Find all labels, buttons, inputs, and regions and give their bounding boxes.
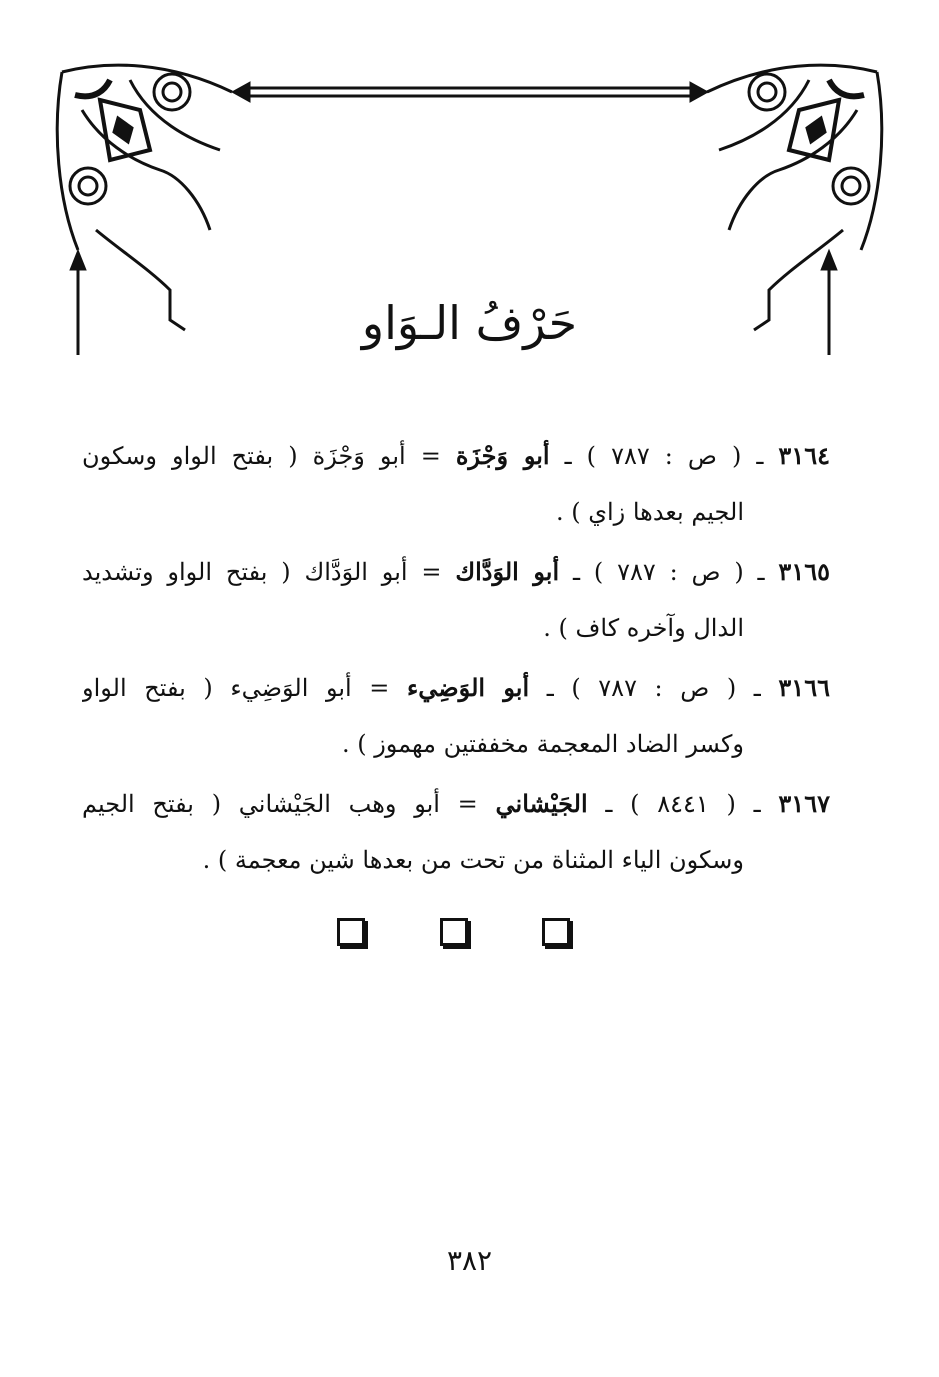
- page-number: ٣٨٢: [446, 1244, 493, 1277]
- entry-reference: ـ ( ص : ٧٨٧ ) ـ: [564, 442, 764, 470]
- entry-number: ٣١٦٧: [778, 789, 830, 818]
- top-rule: [232, 82, 708, 102]
- entry-number: ٣١٦٦: [778, 673, 830, 702]
- section-divider: [0, 918, 939, 952]
- square-ornament-icon: [440, 918, 468, 946]
- entry-number: ٣١٦٥: [778, 557, 830, 586]
- entry-continuation: وكسر الضاد المعجمة مخففتين مهموز ) .: [341, 730, 744, 758]
- entries-list: [82, 428, 830, 892]
- entry-first-line: [82, 660, 830, 716]
- entry-continuation: وسكون الياء المثناة من تحت من بعدها شين معجمة ) .: [202, 846, 744, 874]
- entry-headword: أبو الوَدَّاك: [455, 557, 560, 586]
- entry: [82, 776, 830, 888]
- entry-headword: أبو الوَضِيء: [407, 673, 530, 702]
- entry-definition: = أبو وَجْزَة ( بفتح الواو وسكون: [82, 442, 441, 470]
- entry-number: ٣١٦٤: [778, 441, 830, 470]
- corner-ornament-left: [57, 65, 232, 330]
- entry: [82, 544, 830, 656]
- entry-continuation: الدال وآخره كاف ) .: [543, 614, 744, 642]
- square-ornament-icon: [337, 918, 365, 946]
- entry-reference: ـ ( ص : ٧٨٧ ) ـ: [573, 558, 765, 586]
- entry: [82, 428, 830, 540]
- square-ornament-icon: [542, 918, 570, 946]
- entry: [82, 660, 830, 772]
- entry-headword: الجَيْشاني: [495, 789, 588, 818]
- chapter-title: حَرْفُ الـوَاو: [361, 296, 578, 350]
- entry-definition: = أبو الوَدَّاك ( بفتح الواو وتشديد: [82, 558, 442, 586]
- entry-definition: = أبو الوَضِيء ( بفتح الواو: [82, 674, 390, 702]
- entry-continuation: الجيم بعدها زاي ) .: [555, 498, 744, 526]
- entry-reference: ـ ( ص : ٧٨٧ ) ـ: [546, 674, 761, 702]
- corner-ornament-right: [707, 65, 882, 330]
- entry-headword: أبو وَجْزَة: [455, 441, 550, 470]
- entry-first-line: [82, 544, 830, 600]
- entry-definition: = أبو وهب الجَيْشاني ( بفتح الجيم: [82, 790, 478, 818]
- entry-first-line: [82, 428, 830, 484]
- entry-reference: ـ ( ٨٤٤١ ) ـ: [605, 790, 761, 818]
- entry-first-line: [82, 776, 830, 832]
